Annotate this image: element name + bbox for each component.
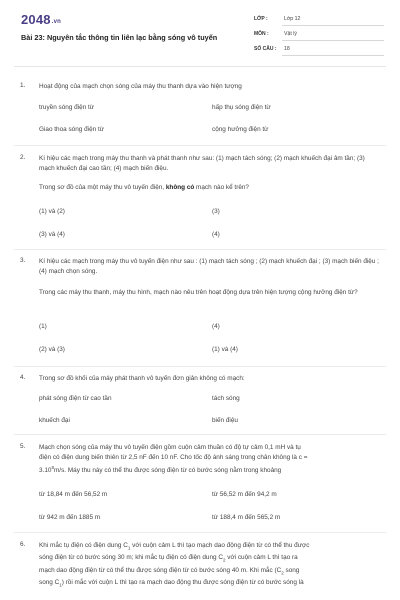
question-number: 1. — [20, 82, 26, 89]
stem-line — [39, 566, 380, 578]
question-stem: Kí hiệu các mạch trong máy thu thanh và phát thanh như sau: (1) mạch tách sóng; (2) mạch khuếch đại âm tần; (3) mạch khuếch đại cao tần; (4) mạch biến điệu. — [39, 155, 365, 172]
answer-option[interactable]: từ 188,4 m đến 565,2 m — [212, 514, 281, 521]
meta-underline — [282, 55, 384, 56]
meta-class-label: LỚP : — [254, 16, 268, 22]
stem-text: mạch dao động điện từ có thể thu được sóng điện từ có bước sóng 40 m. Khi mắc (C — [39, 566, 282, 574]
meta-class-value: Lớp 12 — [284, 16, 301, 22]
meta-subject-label: MÔN : — [254, 31, 269, 37]
question-number: 2. — [20, 154, 26, 161]
question-number: 4. — [20, 374, 26, 381]
answer-option[interactable]: truyền sóng điện từ — [39, 104, 95, 111]
answer-option[interactable]: Giao thoa sóng điện từ — [39, 126, 105, 133]
question-divider — [14, 249, 386, 250]
meta-subject — [254, 29, 384, 41]
exponent: 8 — [51, 465, 54, 470]
answer-option[interactable]: cộng hưởng điện từ — [212, 126, 269, 133]
question-stem — [39, 541, 380, 590]
stem-line — [39, 463, 380, 476]
stem-text: sóng điện từ có bước sóng 30 m; khi mắc tụ điện có điện dung C — [39, 554, 223, 562]
subscript: 2 — [281, 569, 284, 575]
header-divider — [14, 66, 386, 67]
answer-option[interactable]: khuếch đại — [39, 417, 70, 424]
question-divider — [14, 366, 386, 367]
site-logo[interactable] — [21, 12, 61, 27]
subscript: 1 — [59, 582, 62, 588]
meta-count-label: SỐ CÂU : — [254, 46, 277, 52]
answer-option[interactable]: (1) và (2) — [39, 208, 65, 215]
answer-option[interactable]: (3) — [212, 208, 220, 215]
question-1 — [14, 82, 386, 146]
question-3 — [14, 257, 386, 367]
question-stem: Trong sơ đồ khối của máy phát thanh vô tuyến đơn giản không có mạch: — [39, 375, 245, 382]
meta-count — [254, 44, 384, 56]
question-number: 5. — [20, 443, 26, 450]
question-5 — [14, 443, 386, 535]
answer-option[interactable]: hấp thụ sóng điện từ — [212, 104, 271, 111]
lesson-title: Bài 23: Nguyên tắc thông tin liên lạc bằng sóng vô tuyến — [21, 33, 218, 42]
answer-option[interactable]: từ 18,84 m đến 56,52 m — [39, 491, 108, 498]
answer-option[interactable]: (4) — [212, 231, 220, 238]
question-4 — [14, 374, 386, 436]
logo-text: 2048 — [21, 12, 51, 27]
question-2 — [14, 154, 386, 250]
stem-text: ) rồi mắc với cuộn L thì tạo ra mạch dao động thu được sóng điện từ có bước sóng là — [61, 578, 304, 586]
stem-line — [39, 541, 380, 553]
answer-option[interactable]: (4) — [212, 323, 220, 330]
stem-text: với cuộn cảm L thì tạo mạch dao động điện từ có thể thu được — [130, 542, 310, 549]
stem-text: song — [283, 566, 300, 574]
stem-text: Khi mắc tụ điện có điện dung C — [39, 542, 128, 549]
question-divider — [14, 145, 386, 146]
subprompt-text: mạch nào kể trên? — [194, 184, 249, 191]
worksheet-header — [0, 0, 400, 66]
answer-option[interactable]: từ 56,52 m đến 94,2 m — [212, 491, 277, 498]
stem-line — [39, 553, 380, 565]
stem-line: Mạch chọn sóng của máy thu vô tuyến điện gồm cuộn cảm thuần có độ tự cảm 0,1 mH và tụ — [39, 444, 301, 451]
meta-class — [254, 14, 384, 26]
question-stem — [39, 443, 380, 476]
question-subprompt: Trong các máy thu thanh, máy thu hình, mạch nào nêu trên hoạt động dựa trên hiện tượng cộng hưởng điện từ? — [39, 289, 358, 296]
question-number: 6. — [20, 541, 26, 548]
stem-line — [39, 578, 380, 590]
answer-option[interactable]: từ 942 m đến 1885 m — [39, 514, 101, 521]
answer-option[interactable]: (1) — [39, 323, 47, 330]
stem-text: m/s. Máy thu này có thể thu được sóng điện từ có bước sóng nằm trong khoảng — [53, 467, 282, 475]
question-6 — [14, 541, 386, 597]
question-stem: Hoạt động của mạch chọn sóng của máy thu thanh dựa vào hiện tượng — [39, 83, 242, 90]
stem-line: điện có điện dung biến thiên từ 2,5 nF đến 10 nF. Cho tốc độ ánh sáng trong chân không là c = — [39, 454, 308, 461]
stem-text: song C — [39, 578, 60, 586]
subscript: 2 — [222, 557, 226, 563]
question-number: 3. — [20, 257, 26, 264]
meta-count-value: 18 — [284, 46, 290, 52]
meta-underline — [282, 25, 384, 26]
meta-subject-value: Vật lý — [284, 31, 297, 37]
answer-option[interactable]: phát sóng điện từ cao tần — [39, 395, 112, 402]
subprompt-text: Trong sơ đồ của một máy thu vô tuyến điện, — [39, 184, 166, 191]
stem-text: 3.10 — [39, 467, 52, 475]
subscript: 1 — [127, 545, 131, 551]
stem-text: với cuộn cảm L thì tạo ra — [225, 554, 298, 562]
logo-suffix: .vn — [51, 19, 62, 25]
meta-underline — [282, 40, 384, 41]
question-stem: Kí hiệu các mạch trong máy thu vô tuyến điện như sau : (1) mạch tách sóng ; (2) mạch khuếch đại ; (3) mạch biến điệu ; (4) mạch chọn sóng. — [39, 258, 379, 275]
answer-option[interactable]: biến điệu — [212, 417, 238, 424]
answer-option[interactable]: (2) và (3) — [39, 346, 65, 353]
answer-option[interactable]: tách sóng — [212, 395, 240, 402]
question-divider — [14, 434, 386, 435]
subprompt-emphasis: không có — [165, 184, 195, 191]
question-subprompt — [39, 183, 380, 193]
answer-option[interactable]: (3) và (4) — [39, 231, 65, 238]
question-divider — [14, 532, 386, 533]
answer-option[interactable]: (1) và (4) — [212, 346, 238, 353]
